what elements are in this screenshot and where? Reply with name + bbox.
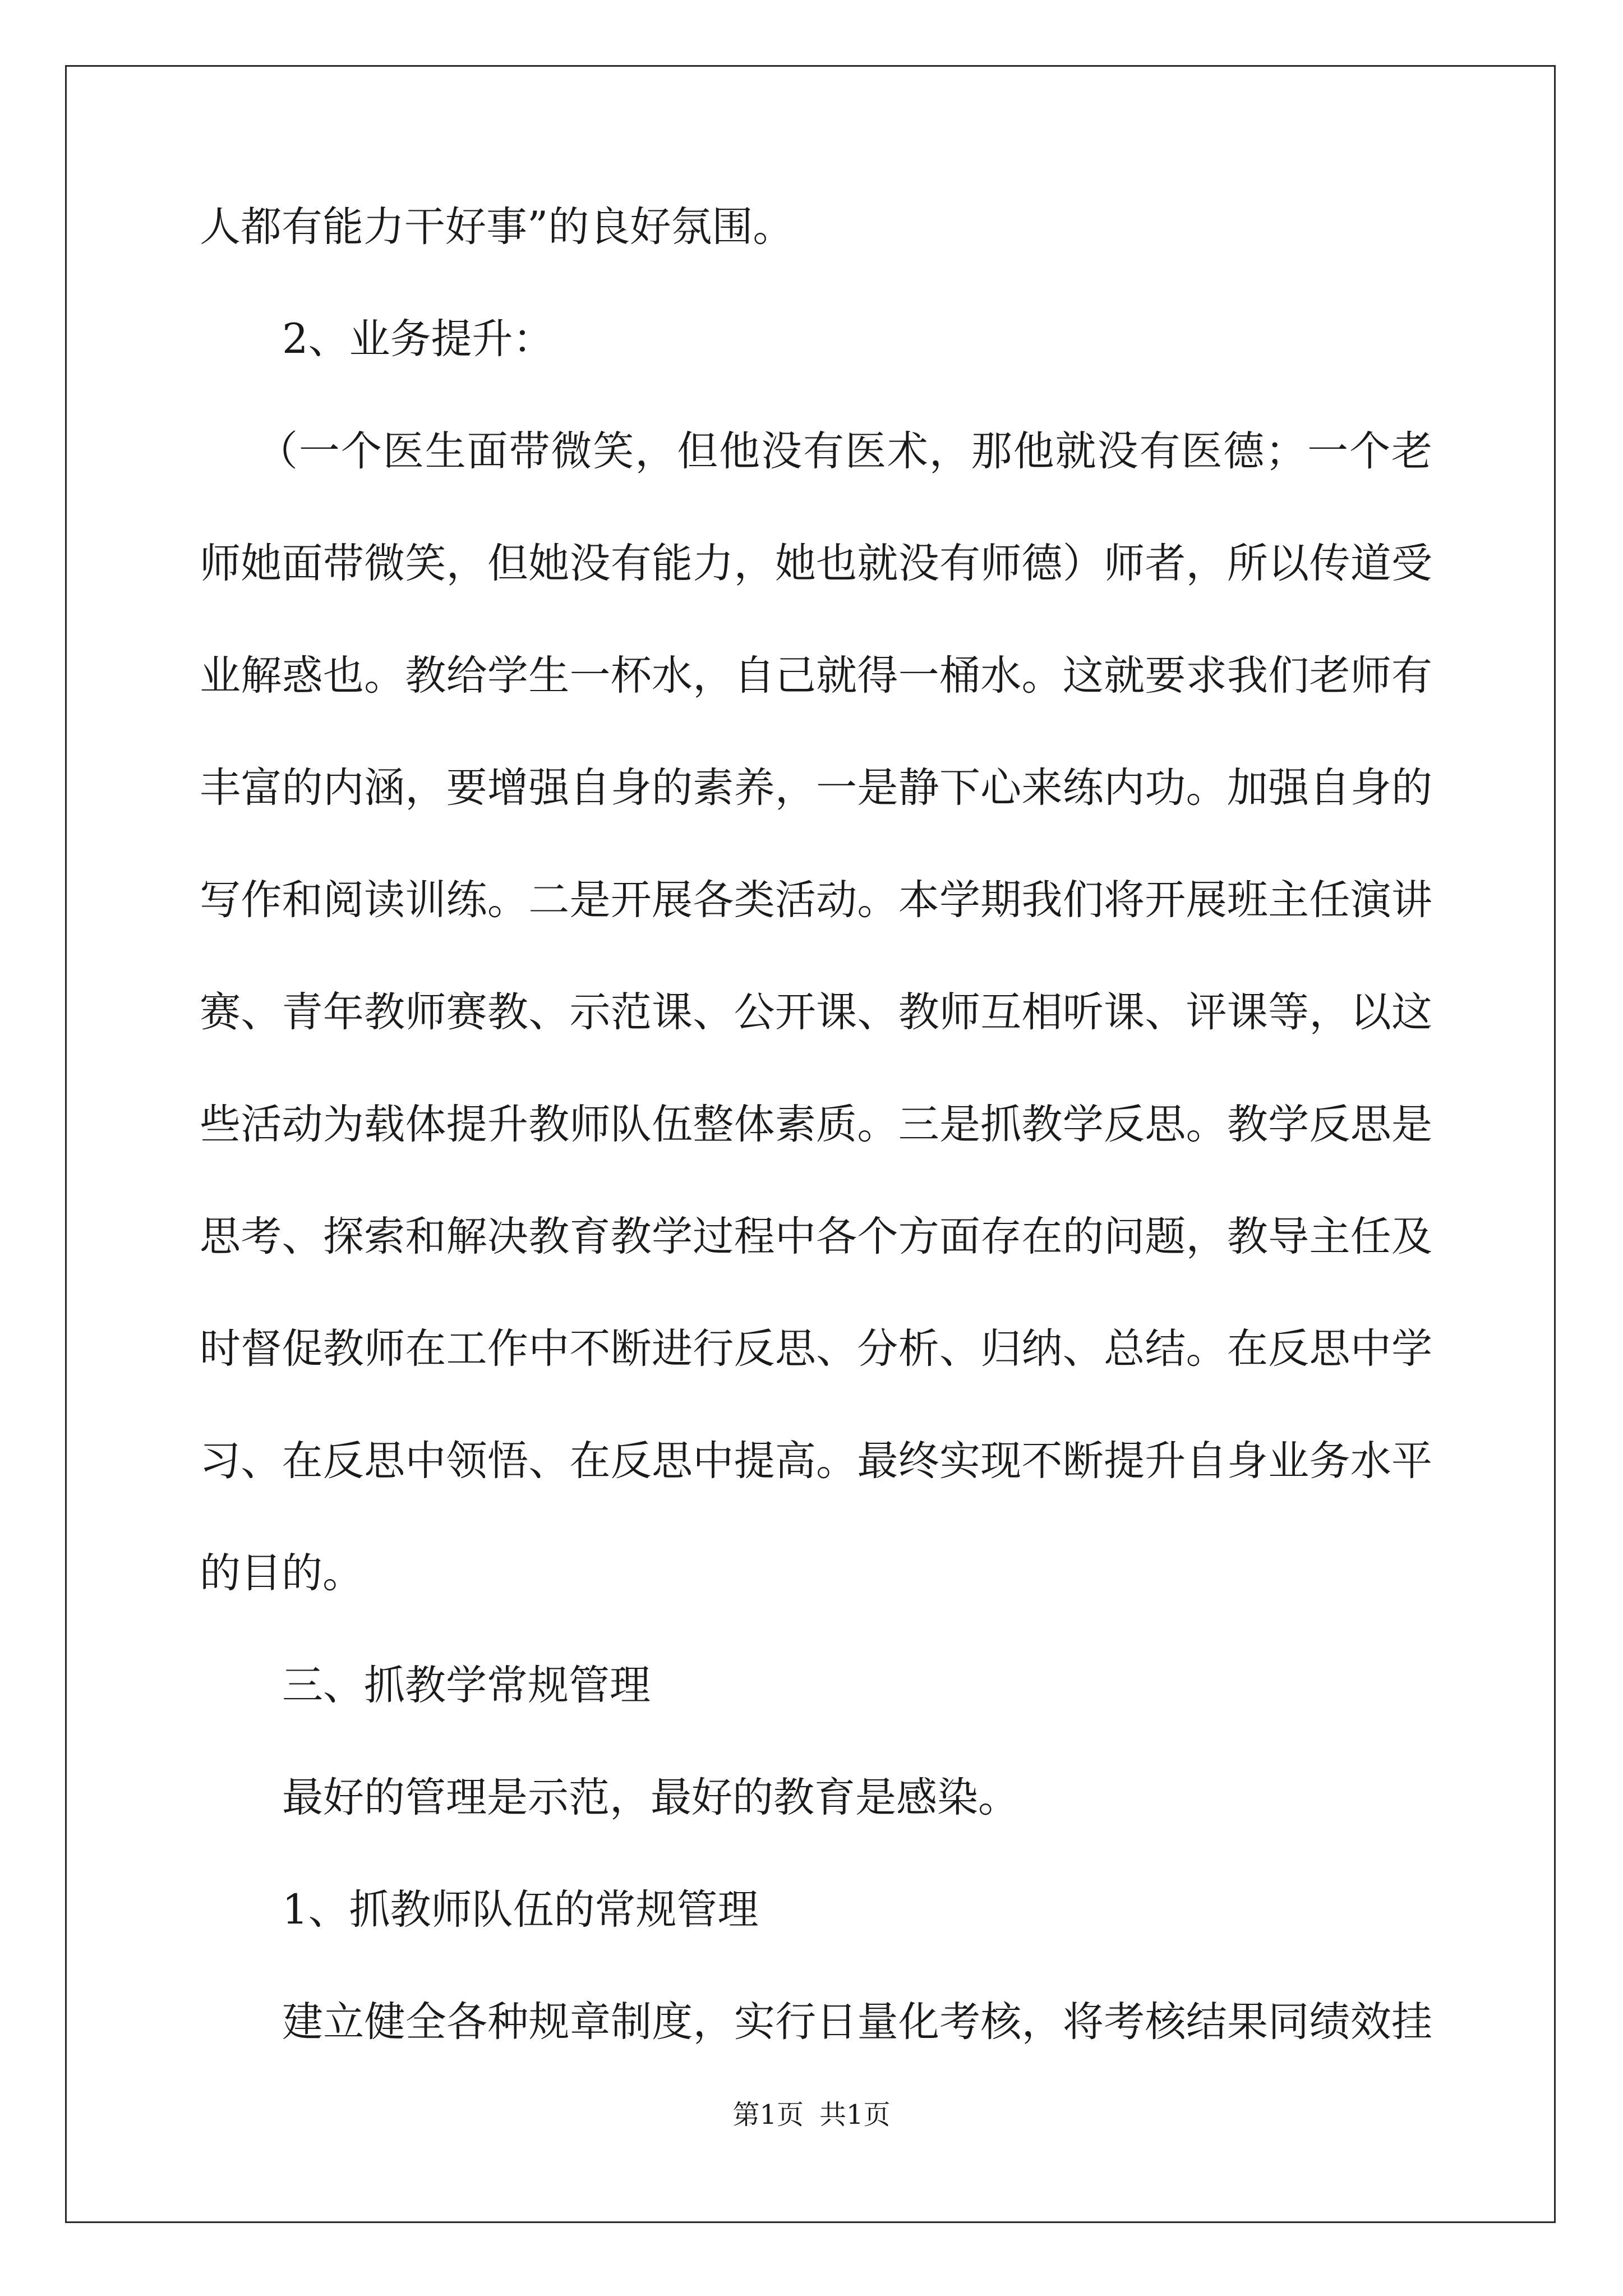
text-line: 赛、青年教师赛教、示范课、公开课、教师互相听课、评课等，以这 xyxy=(200,988,1432,1036)
text-line: （一个医生面带微笑，但他没有医术，那他就没有医德；一个老 xyxy=(257,427,1432,475)
section-heading: 三、抓教学常规管理 xyxy=(282,1662,651,1709)
page-total: 共1页 xyxy=(819,2099,891,2131)
text-line: 建立健全各种规章制度，实行日量化考核，将考核结果同绩效挂 xyxy=(282,1998,1432,2046)
text-line: 最好的管理是示范，最好的教育是感染。 xyxy=(282,1774,1019,1821)
text-line: 丰富的内涵，要增强自身的素养，一是静下心来练内功。加强自身的 xyxy=(200,764,1432,812)
text-line: 些活动为载体提升教师队伍整体素质。三是抓教学反思。教学反思是 xyxy=(200,1101,1432,1148)
text-line: 习、在反思中领悟、在反思中提高。最终实现不断提升自身业务水平 xyxy=(200,1437,1432,1485)
text-line: 师她面带微笑，但她没有能力，她也就没有师德）师者，所以传道受 xyxy=(200,540,1432,587)
text-line: 人都有能力干好事”的良好氛围。 xyxy=(200,203,794,251)
text-line: 写作和阅读训练。二是开展各类活动。本学期我们将开展班主任演讲 xyxy=(200,876,1432,924)
section-heading: 1、抓教师队伍的常规管理 xyxy=(282,1886,759,1934)
text-line: 时督促教师在工作中不断进行反思、分析、归纳、总结。在反思中学 xyxy=(200,1325,1432,1373)
text-line: 业解惑也。教给学生一杯水，自己就得一桶水。这就要求我们老师有 xyxy=(200,652,1432,700)
page-footer xyxy=(0,2098,1623,2132)
text-line: 的目的。 xyxy=(200,1549,363,1597)
page-number: 第1页 xyxy=(732,2099,804,2131)
text-line: 思考、探索和解决教育教学过程中各个方面存在的问题，教导主任及 xyxy=(200,1213,1432,1260)
section-heading: 2、业务提升： xyxy=(282,315,554,363)
